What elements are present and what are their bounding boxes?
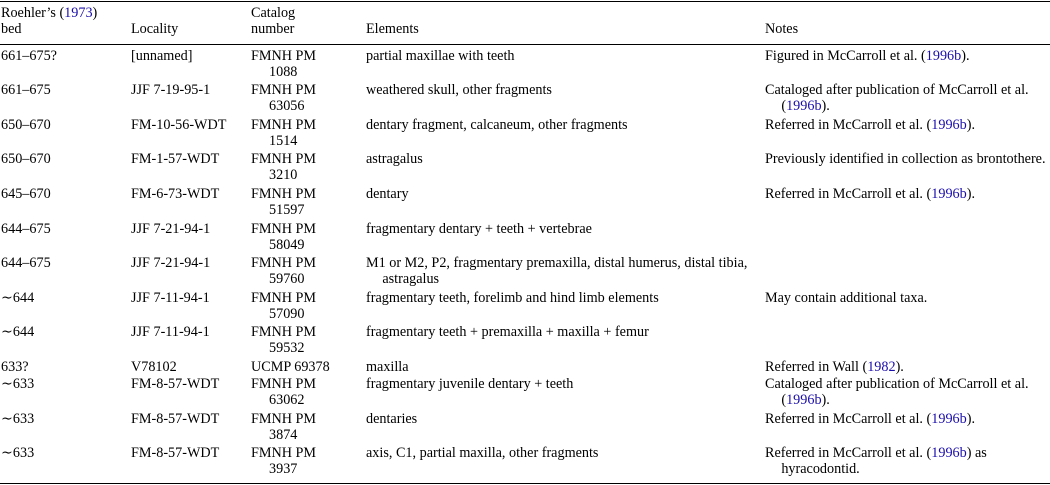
notes-text: Previously identified in collection as brontothere. bbox=[765, 151, 1046, 167]
elements-text: fragmentary teeth, forelimb and hind limb elements bbox=[366, 290, 659, 306]
catalog-line: 1514 bbox=[269, 133, 298, 149]
header-bed-label: Roehler’s ( bbox=[1, 5, 65, 21]
notes-text: Figured in McCarroll et al. ( bbox=[765, 48, 926, 64]
catalog-cell bbox=[251, 359, 361, 375]
bed-cell: ∼644 bbox=[1, 290, 35, 306]
catalog-line: FMNH PM bbox=[251, 290, 317, 306]
notes-text: ). bbox=[821, 98, 830, 114]
catalog-line: FMNH PM bbox=[251, 82, 317, 98]
catalog-cell bbox=[251, 324, 361, 356]
notes-text: ). bbox=[821, 392, 830, 408]
notes-text: ). bbox=[966, 186, 975, 202]
roehler-year-link[interactable]: 1973 bbox=[64, 5, 93, 21]
bed-cell: ∼633 bbox=[1, 376, 35, 392]
header-bed bbox=[1, 5, 97, 37]
elements-text: dentary fragment, calcaneum, other fragments bbox=[366, 117, 628, 133]
elements-cell bbox=[366, 445, 782, 461]
notes-text: Cataloged after publication of McCarroll et al. ( bbox=[765, 376, 1029, 408]
notes-text: ). bbox=[895, 359, 904, 375]
bed-cell: 633? bbox=[1, 359, 29, 375]
locality-cell: JJF 7-21-94-1 bbox=[131, 255, 211, 271]
catalog-cell bbox=[251, 221, 361, 253]
notes-cell bbox=[765, 48, 1050, 64]
bed-cell: 650–670 bbox=[1, 151, 51, 167]
elements-text: fragmentary dentary + teeth + vertebrae bbox=[366, 221, 592, 237]
catalog-line: FMNH PM bbox=[251, 376, 317, 392]
bed-cell: ∼644 bbox=[1, 324, 35, 340]
citation-link[interactable]: 1996b bbox=[931, 117, 967, 133]
header-catalog-label-2: number bbox=[251, 21, 295, 37]
notes-cell bbox=[765, 376, 1050, 408]
catalog-line: FMNH PM bbox=[251, 411, 317, 427]
notes-text: Referred in McCarroll et al. ( bbox=[765, 117, 932, 133]
locality-cell: JJF 7-11-94-1 bbox=[131, 290, 210, 306]
citation-link[interactable]: 1996b bbox=[931, 445, 967, 461]
elements-cell bbox=[366, 324, 782, 340]
elements-cell bbox=[366, 186, 782, 202]
catalog-cell bbox=[251, 445, 361, 477]
elements-cell bbox=[366, 411, 782, 427]
catalog-cell bbox=[251, 186, 361, 218]
citation-link[interactable]: 1996b bbox=[931, 186, 967, 202]
locality-cell: [unnamed] bbox=[131, 48, 193, 64]
notes-cell bbox=[765, 290, 1050, 306]
locality-cell: FM-8-57-WDT bbox=[131, 445, 220, 461]
citation-link[interactable]: 1996b bbox=[925, 48, 962, 64]
notes-cell bbox=[765, 151, 1050, 167]
elements-text: weathered skull, other fragments bbox=[366, 82, 552, 98]
citation-link[interactable]: 1982 bbox=[867, 359, 896, 375]
notes-cell bbox=[765, 445, 1050, 477]
catalog-line: 3937 bbox=[269, 461, 298, 477]
table-top-rule bbox=[0, 1, 1050, 2]
elements-cell bbox=[366, 290, 782, 306]
notes-text: Referred in McCarroll et al. ( bbox=[765, 445, 932, 461]
catalog-line: FMNH PM bbox=[251, 445, 317, 461]
locality-cell: FM-1-57-WDT bbox=[131, 151, 220, 167]
elements-text: maxilla bbox=[366, 359, 409, 375]
header-notes: Notes bbox=[765, 21, 799, 37]
locality-cell: JJF 7-19-95-1 bbox=[131, 82, 211, 98]
catalog-line: FMNH PM bbox=[251, 221, 317, 237]
notes-text: ). bbox=[966, 411, 975, 427]
catalog-line: 59760 bbox=[269, 271, 305, 287]
locality-cell: FM-10-56-WDT bbox=[131, 117, 227, 133]
notes-text: ) as hyracodontid. bbox=[781, 445, 987, 477]
elements-text: axis, C1, partial maxilla, other fragments bbox=[366, 445, 599, 461]
notes-text: Referred in McCarroll et al. ( bbox=[765, 411, 932, 427]
elements-cell bbox=[366, 151, 782, 167]
catalog-line: UCMP 69378 bbox=[251, 359, 330, 375]
catalog-cell bbox=[251, 255, 361, 287]
header-bed-label-2: bed bbox=[1, 21, 22, 37]
citation-link[interactable]: 1996b bbox=[786, 98, 822, 114]
notes-text: May contain additional taxa. bbox=[765, 290, 928, 306]
catalog-line: 51597 bbox=[269, 202, 305, 218]
catalog-cell bbox=[251, 411, 361, 443]
catalog-line: 59532 bbox=[269, 340, 305, 356]
elements-text: dentary bbox=[366, 186, 409, 202]
catalog-line: 57090 bbox=[269, 306, 305, 322]
elements-cell bbox=[366, 376, 782, 392]
locality-cell: JJF 7-11-94-1 bbox=[131, 324, 210, 340]
citation-link[interactable]: 1996b bbox=[931, 411, 967, 427]
elements-cell bbox=[366, 221, 782, 237]
notes-text: ). bbox=[966, 117, 975, 133]
notes-text: ). bbox=[961, 48, 970, 64]
bed-cell: 644–675 bbox=[1, 221, 51, 237]
catalog-line: 3210 bbox=[269, 167, 298, 183]
catalog-line: FMNH PM bbox=[251, 151, 317, 167]
locality-cell: FM-8-57-WDT bbox=[131, 411, 220, 427]
catalog-line: FMNH PM bbox=[251, 117, 317, 133]
locality-cell: JJF 7-21-94-1 bbox=[131, 221, 211, 237]
header-elements: Elements bbox=[366, 21, 419, 37]
elements-text: fragmentary juvenile dentary + teeth bbox=[366, 376, 574, 392]
catalog-line: FMNH PM bbox=[251, 324, 317, 340]
notes-cell bbox=[765, 186, 1050, 202]
header-bed-paren: ) bbox=[92, 5, 98, 21]
elements-text: partial maxillae with teeth bbox=[366, 48, 515, 64]
catalog-line: 63056 bbox=[269, 98, 305, 114]
header-rule bbox=[0, 44, 1050, 45]
elements-cell bbox=[366, 359, 782, 375]
catalog-line: 58049 bbox=[269, 237, 305, 253]
elements-text: M1 or M2, P2, fragmentary premaxilla, distal humerus, distal tibia, astragalus bbox=[366, 255, 748, 287]
bed-cell: ∼633 bbox=[1, 445, 35, 461]
notes-text: Cataloged after publication of McCarroll et al. ( bbox=[765, 82, 1029, 114]
notes-cell bbox=[765, 82, 1050, 114]
elements-text: fragmentary teeth + premaxilla + maxilla + femur bbox=[366, 324, 649, 340]
header-catalog-label: Catalog bbox=[251, 5, 296, 21]
catalog-cell bbox=[251, 48, 361, 80]
elements-cell bbox=[366, 255, 782, 287]
elements-text: dentaries bbox=[366, 411, 418, 427]
catalog-line: 63062 bbox=[269, 392, 305, 408]
notes-text: Referred in Wall ( bbox=[765, 359, 868, 375]
locality-cell: FM-8-57-WDT bbox=[131, 376, 220, 392]
notes-text: Referred in McCarroll et al. ( bbox=[765, 186, 932, 202]
locality-cell: FM-6-73-WDT bbox=[131, 186, 220, 202]
elements-cell bbox=[366, 82, 782, 98]
notes-cell bbox=[765, 359, 1050, 375]
bed-cell: 645–670 bbox=[1, 186, 51, 202]
bed-cell: ∼633 bbox=[1, 411, 35, 427]
bed-cell: 661–675? bbox=[1, 48, 57, 64]
header-catalog bbox=[251, 5, 361, 37]
bed-cell: 650–670 bbox=[1, 117, 51, 133]
elements-text: astragalus bbox=[366, 151, 423, 167]
catalog-line: 1088 bbox=[269, 64, 298, 80]
catalog-line: FMNH PM bbox=[251, 255, 317, 271]
catalog-line: FMNH PM bbox=[251, 48, 317, 64]
elements-cell bbox=[366, 48, 782, 64]
catalog-cell bbox=[251, 151, 361, 183]
catalog-cell bbox=[251, 376, 361, 408]
table-bottom-rule bbox=[0, 483, 1050, 484]
bed-cell: 644–675 bbox=[1, 255, 51, 271]
citation-link[interactable]: 1996b bbox=[786, 392, 822, 408]
catalog-line: 3874 bbox=[269, 427, 298, 443]
catalog-cell bbox=[251, 290, 361, 322]
locality-cell: V78102 bbox=[131, 359, 177, 375]
header-locality: Locality bbox=[131, 21, 179, 37]
catalog-cell bbox=[251, 117, 361, 149]
elements-cell bbox=[366, 117, 782, 133]
bed-cell: 661–675 bbox=[1, 82, 51, 98]
notes-cell bbox=[765, 411, 1050, 427]
notes-cell bbox=[765, 117, 1050, 133]
catalog-line: FMNH PM bbox=[251, 186, 317, 202]
catalog-cell bbox=[251, 82, 361, 114]
